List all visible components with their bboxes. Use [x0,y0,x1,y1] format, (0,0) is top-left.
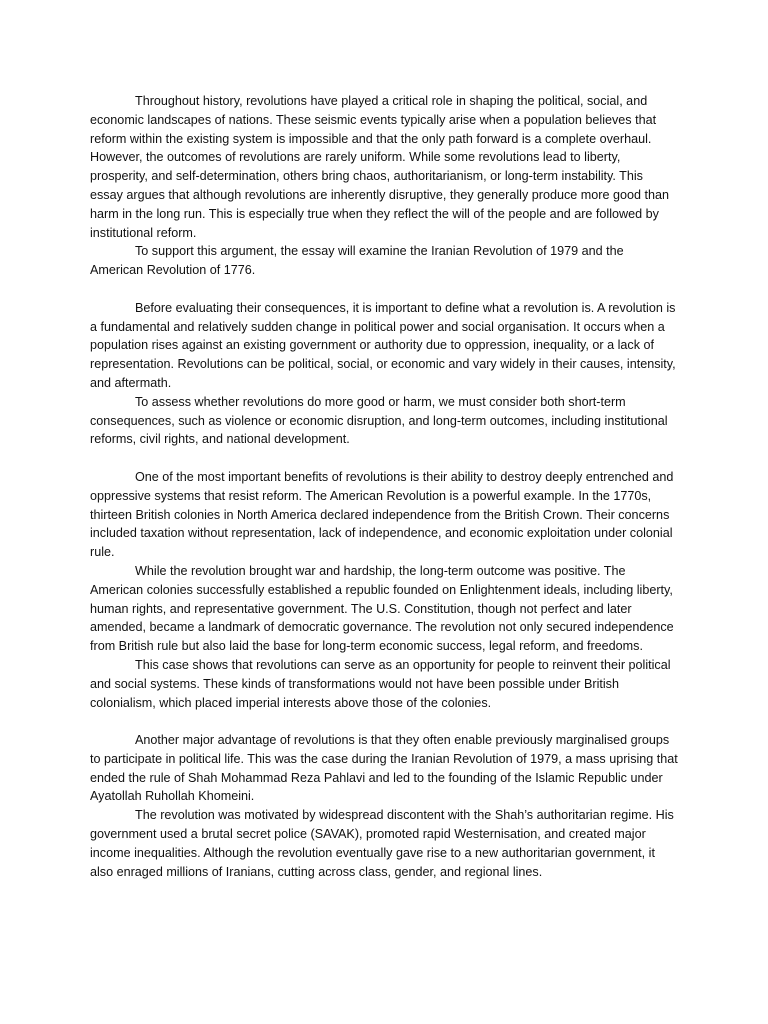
section-gap [90,280,678,299]
section-american-revolution [90,468,678,712]
paragraph: Before evaluating their consequences, it is important to define what a revolution is. A revolution is a fundamental and relatively sudden change in political power and social organisation. It occurs when a population rises against an existing government or authority due to oppression, inequality, or a lack of representation. Revolutions can be political, social, or economic and vary widely in their causes, intensity, and aftermath. [90,300,676,390]
paragraph: This case shows that revolutions can serve as an opportunity for people to reinvent their political and social systems. These kinds of transformations would not have been possible under British colonialism, which placed imperial interests above those of the colonies. [90,657,671,710]
paragraph: To assess whether revolutions do more good or harm, we must consider both short-term consequences, such as violence or economic disruption, and long-term outcomes, including institutional reforms, civil rights, and national development. [90,394,668,447]
paragraph: One of the most important benefits of revolutions is their ability to destroy deeply entrenched and oppressive systems that resist reform. The American Revolution is a powerful example. In the 1770s, thirteen British colonies in North America declared independence from the British Crown. Their concerns included taxation without representation, lack of independence, and economic exploitation under colonial rule. [90,469,674,560]
section-gap [90,712,678,731]
document-page [90,92,678,881]
paragraph: To support this argument, the essay will examine the Iranian Revolution of 1979 and the American Revolution of 1776. [90,244,624,278]
section-introduction [90,92,678,280]
section-gap [90,449,678,468]
section-definition [90,299,678,449]
paragraph: The revolution was motivated by widespread discontent with the Shah’s authoritarian regime. His government used a brutal secret police (SAVAK), promoted rapid Westernisation, and created major income inequalities. Although the revolution eventually gave rise to a new authoritarian government, it also enraged millions of Iranians, cutting across class, gender, and regional lines. [90,808,674,879]
paragraph: Another major advantage of revolutions is that they often enable previously marginalised groups to participate in political life. This was the case during the Iranian Revolution of 1979, a mass uprising that ended the rule of Shah Mohammad Reza Pahlavi and led to the founding of the Islamic Republic under Ayatollah Ruhollah Khomeini. [90,733,678,804]
paragraph: While the revolution brought war and hardship, the long-term outcome was positive. The American colonies successfully established a republic founded on Enlightenment ideals, including liberty, human rights, and representative government. The U.S. Constitution, though not perfect and later amended, became a landmark of democratic governance. The revolution not only secured independence from British rule but also laid the base for long-term economic success, legal reform, and freedoms. [90,563,674,654]
section-iranian-revolution [90,731,678,881]
paragraph: Throughout history, revolutions have played a critical role in shaping the political, social, and economic landscapes of nations. These seismic events typically arise when a population believes that reform within the existing system is impossible and that the only path forward is a complete overhaul. However, the outcomes of revolutions are rarely uniform. While some revolutions lead to liberty, prosperity, and self-determination, others bring chaos, authoritarianism, or long-term instability. This essay argues that although revolutions are inherently disruptive, they generally produce more good than harm in the long run. This is especially true when they reflect the will of the people and are followed by institutional reform. [90,94,669,240]
